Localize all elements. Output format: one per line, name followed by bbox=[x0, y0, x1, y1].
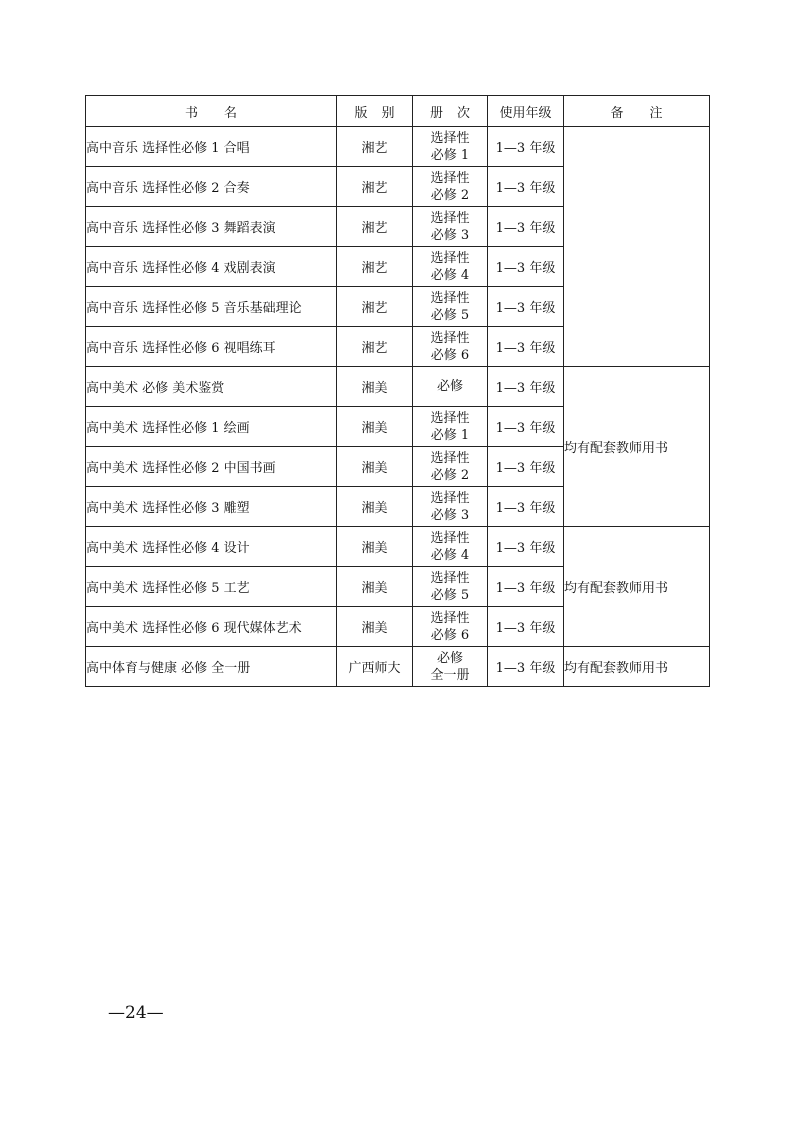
book-name: 高中体育与健康 必修 全一册 bbox=[86, 647, 337, 687]
book-name: 高中音乐 选择性必修 4 戏剧表演 bbox=[86, 247, 337, 287]
note-art-group-2: 均有配套教师用书 bbox=[564, 527, 710, 647]
edition: 湘美 bbox=[337, 567, 413, 607]
book-name: 高中美术 选择性必修 3 雕塑 bbox=[86, 487, 337, 527]
book-name: 高中美术 选择性必修 1 绘画 bbox=[86, 407, 337, 447]
book-name: 高中美术 选择性必修 2 中国书画 bbox=[86, 447, 337, 487]
grade: 1—3 年级 bbox=[488, 527, 564, 567]
edition: 湘艺 bbox=[337, 167, 413, 207]
grade: 1—3 年级 bbox=[488, 647, 564, 687]
table-row bbox=[86, 367, 710, 407]
book-name: 高中美术 选择性必修 6 现代媒体艺术 bbox=[86, 607, 337, 647]
edition: 湘艺 bbox=[337, 247, 413, 287]
volume: 选择性 必修 4 bbox=[413, 527, 488, 567]
table-row bbox=[86, 527, 710, 567]
edition: 湘美 bbox=[337, 607, 413, 647]
book-name: 高中音乐 选择性必修 2 合奏 bbox=[86, 167, 337, 207]
edition: 湘美 bbox=[337, 407, 413, 447]
book-name: 高中美术 选择性必修 4 设计 bbox=[86, 527, 337, 567]
grade: 1—3 年级 bbox=[488, 127, 564, 167]
table-header-row bbox=[86, 96, 710, 127]
note-pe: 均有配套教师用书 bbox=[564, 647, 710, 687]
header-volume: 册 次 bbox=[413, 96, 488, 127]
edition: 湘美 bbox=[337, 447, 413, 487]
edition: 湘艺 bbox=[337, 207, 413, 247]
grade: 1—3 年级 bbox=[488, 447, 564, 487]
volume: 选择性 必修 1 bbox=[413, 127, 488, 167]
book-name: 高中美术 选择性必修 5 工艺 bbox=[86, 567, 337, 607]
book-name: 高中音乐 选择性必修 5 音乐基础理论 bbox=[86, 287, 337, 327]
volume: 选择性 必修 4 bbox=[413, 247, 488, 287]
edition: 湘艺 bbox=[337, 287, 413, 327]
volume: 必修 全一册 bbox=[413, 647, 488, 687]
grade: 1—3 年级 bbox=[488, 327, 564, 367]
header-note: 备 注 bbox=[564, 96, 710, 127]
note-art-group-1: 均有配套教师用书 bbox=[564, 367, 710, 527]
header-grade: 使用年级 bbox=[488, 96, 564, 127]
volume: 选择性 必修 3 bbox=[413, 487, 488, 527]
edition: 湘艺 bbox=[337, 127, 413, 167]
book-name: 高中音乐 选择性必修 1 合唱 bbox=[86, 127, 337, 167]
header-edition: 版 别 bbox=[337, 96, 413, 127]
volume: 选择性 必修 2 bbox=[413, 167, 488, 207]
table-row bbox=[86, 647, 710, 687]
page-number: —24— bbox=[108, 1003, 164, 1023]
edition: 广西师大 bbox=[337, 647, 413, 687]
table-row bbox=[86, 127, 710, 167]
grade: 1—3 年级 bbox=[488, 207, 564, 247]
volume: 选择性 必修 2 bbox=[413, 447, 488, 487]
book-name: 高中音乐 选择性必修 6 视唱练耳 bbox=[86, 327, 337, 367]
volume: 必修 bbox=[413, 367, 488, 407]
edition: 湘美 bbox=[337, 487, 413, 527]
grade: 1—3 年级 bbox=[488, 367, 564, 407]
volume: 选择性 必修 5 bbox=[413, 567, 488, 607]
volume: 选择性 必修 6 bbox=[413, 327, 488, 367]
edition: 湘美 bbox=[337, 527, 413, 567]
book-name: 高中美术 必修 美术鉴赏 bbox=[86, 367, 337, 407]
edition: 湘美 bbox=[337, 367, 413, 407]
volume: 选择性 必修 5 bbox=[413, 287, 488, 327]
volume: 选择性 必修 6 bbox=[413, 607, 488, 647]
book-name: 高中音乐 选择性必修 3 舞蹈表演 bbox=[86, 207, 337, 247]
grade: 1—3 年级 bbox=[488, 287, 564, 327]
textbook-table bbox=[85, 95, 710, 687]
header-book-name: 书 名 bbox=[86, 96, 337, 127]
grade: 1—3 年级 bbox=[488, 247, 564, 287]
grade: 1—3 年级 bbox=[488, 607, 564, 647]
grade: 1—3 年级 bbox=[488, 167, 564, 207]
volume: 选择性 必修 3 bbox=[413, 207, 488, 247]
grade: 1—3 年级 bbox=[488, 407, 564, 447]
note-music-empty bbox=[564, 127, 710, 367]
edition: 湘艺 bbox=[337, 327, 413, 367]
grade: 1—3 年级 bbox=[488, 567, 564, 607]
volume: 选择性 必修 1 bbox=[413, 407, 488, 447]
grade: 1—3 年级 bbox=[488, 487, 564, 527]
